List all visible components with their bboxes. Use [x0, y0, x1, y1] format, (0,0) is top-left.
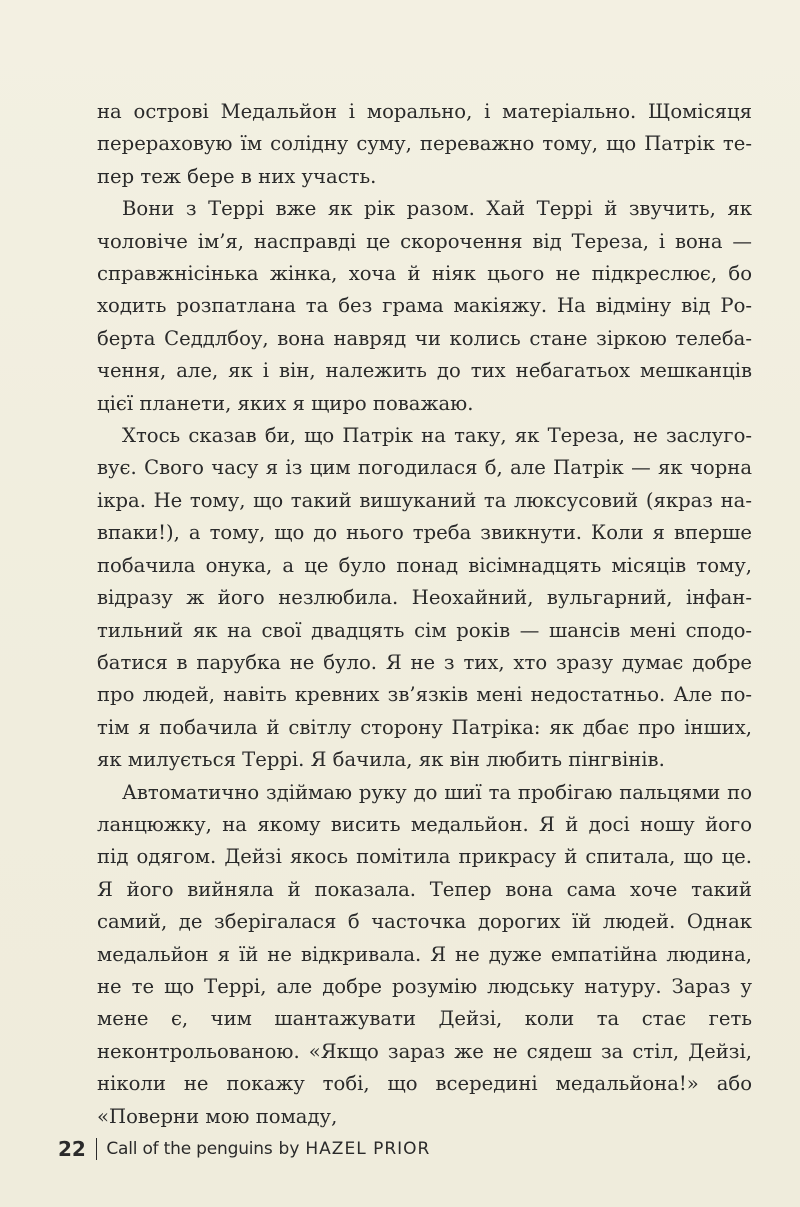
- paragraph-1: на острові Медальйон і морально, і матеріально. Щомісяця перераховую їм солідну суму, переважно тому, що Патрік тепер теж бере в них участь.: [97, 100, 752, 188]
- by-label: by: [278, 1139, 300, 1159]
- book-title: Call of the penguins: [106, 1139, 273, 1159]
- author-name: HAZEL PRIOR: [305, 1139, 431, 1159]
- body-text: [97, 96, 752, 1133]
- paragraph-2: Вони з Террі вже як рік разом. Хай Террі й звучить, як чоловіче ім’я, насправді це скорочення від Тереза, і вона — справжнісінька жінка, хоча й ніяк цього не підкреслює, бо ходить розпатлана та без грама макіяжу. На відміну від Роберта Седдлбоу, вона навряд чи колись стане зіркою телебачення, але, як і він, належить до тих небагатьох мешканців цієї планети, яких я щиро поважаю.: [97, 197, 752, 415]
- page-number: 22: [58, 1137, 86, 1161]
- paragraph-3: Хтось сказав би, що Патрік на таку, як Тереза, не заслуговує. Свого часу я із цим погодилася б, але Патрік — як чорна ікра. Не тому, що такий вишуканий та люксусовий (якраз навпаки!), а тому, що до нього треба звикнути. Коли я вперше побачила онука, а це було понад вісімнадцять місяців тому, відразу ж його незлюбила. Неохайний, вульгарний, інфантильний як на свої двадцять сім років — шансів мені сподобатися в парубка не було. Я не з тих, хто зразу думає добре про людей, навіть кревних зв’язків мені недостатньо. Але потім я побачила й світлу сторону Патріка: як дбає про інших, як милується Террі. Я бачила, як він любить пінгвінів.: [97, 424, 752, 772]
- paragraph-4: Автоматично здіймаю руку до шиї та пробігаю пальцями по ланцюжку, на якому висить медальйон. Я й досі ношу його під одягом. Дейзі якось помітила прикрасу й спитала, що це. Я його вийняла й показала. Тепер вона сама хоче такий самий, де зберігалася б часточка дорогих їй людей. Однак медальйон я їй не відкривала. Я не дуже емпатійна людина, не те що Террі, але добре розумію людську натуру. Зараз у мене є, чим шантажувати Дейзі, коли та стає геть неконтрольованою. «Якщо зараз же не сядеш за стіл, Дейзі, ніколи не покажу тобі, що всередині медальйона!» або «Поверни мою помаду,: [97, 780, 752, 1128]
- footer-divider: [96, 1138, 98, 1160]
- running-footer: [58, 1134, 430, 1164]
